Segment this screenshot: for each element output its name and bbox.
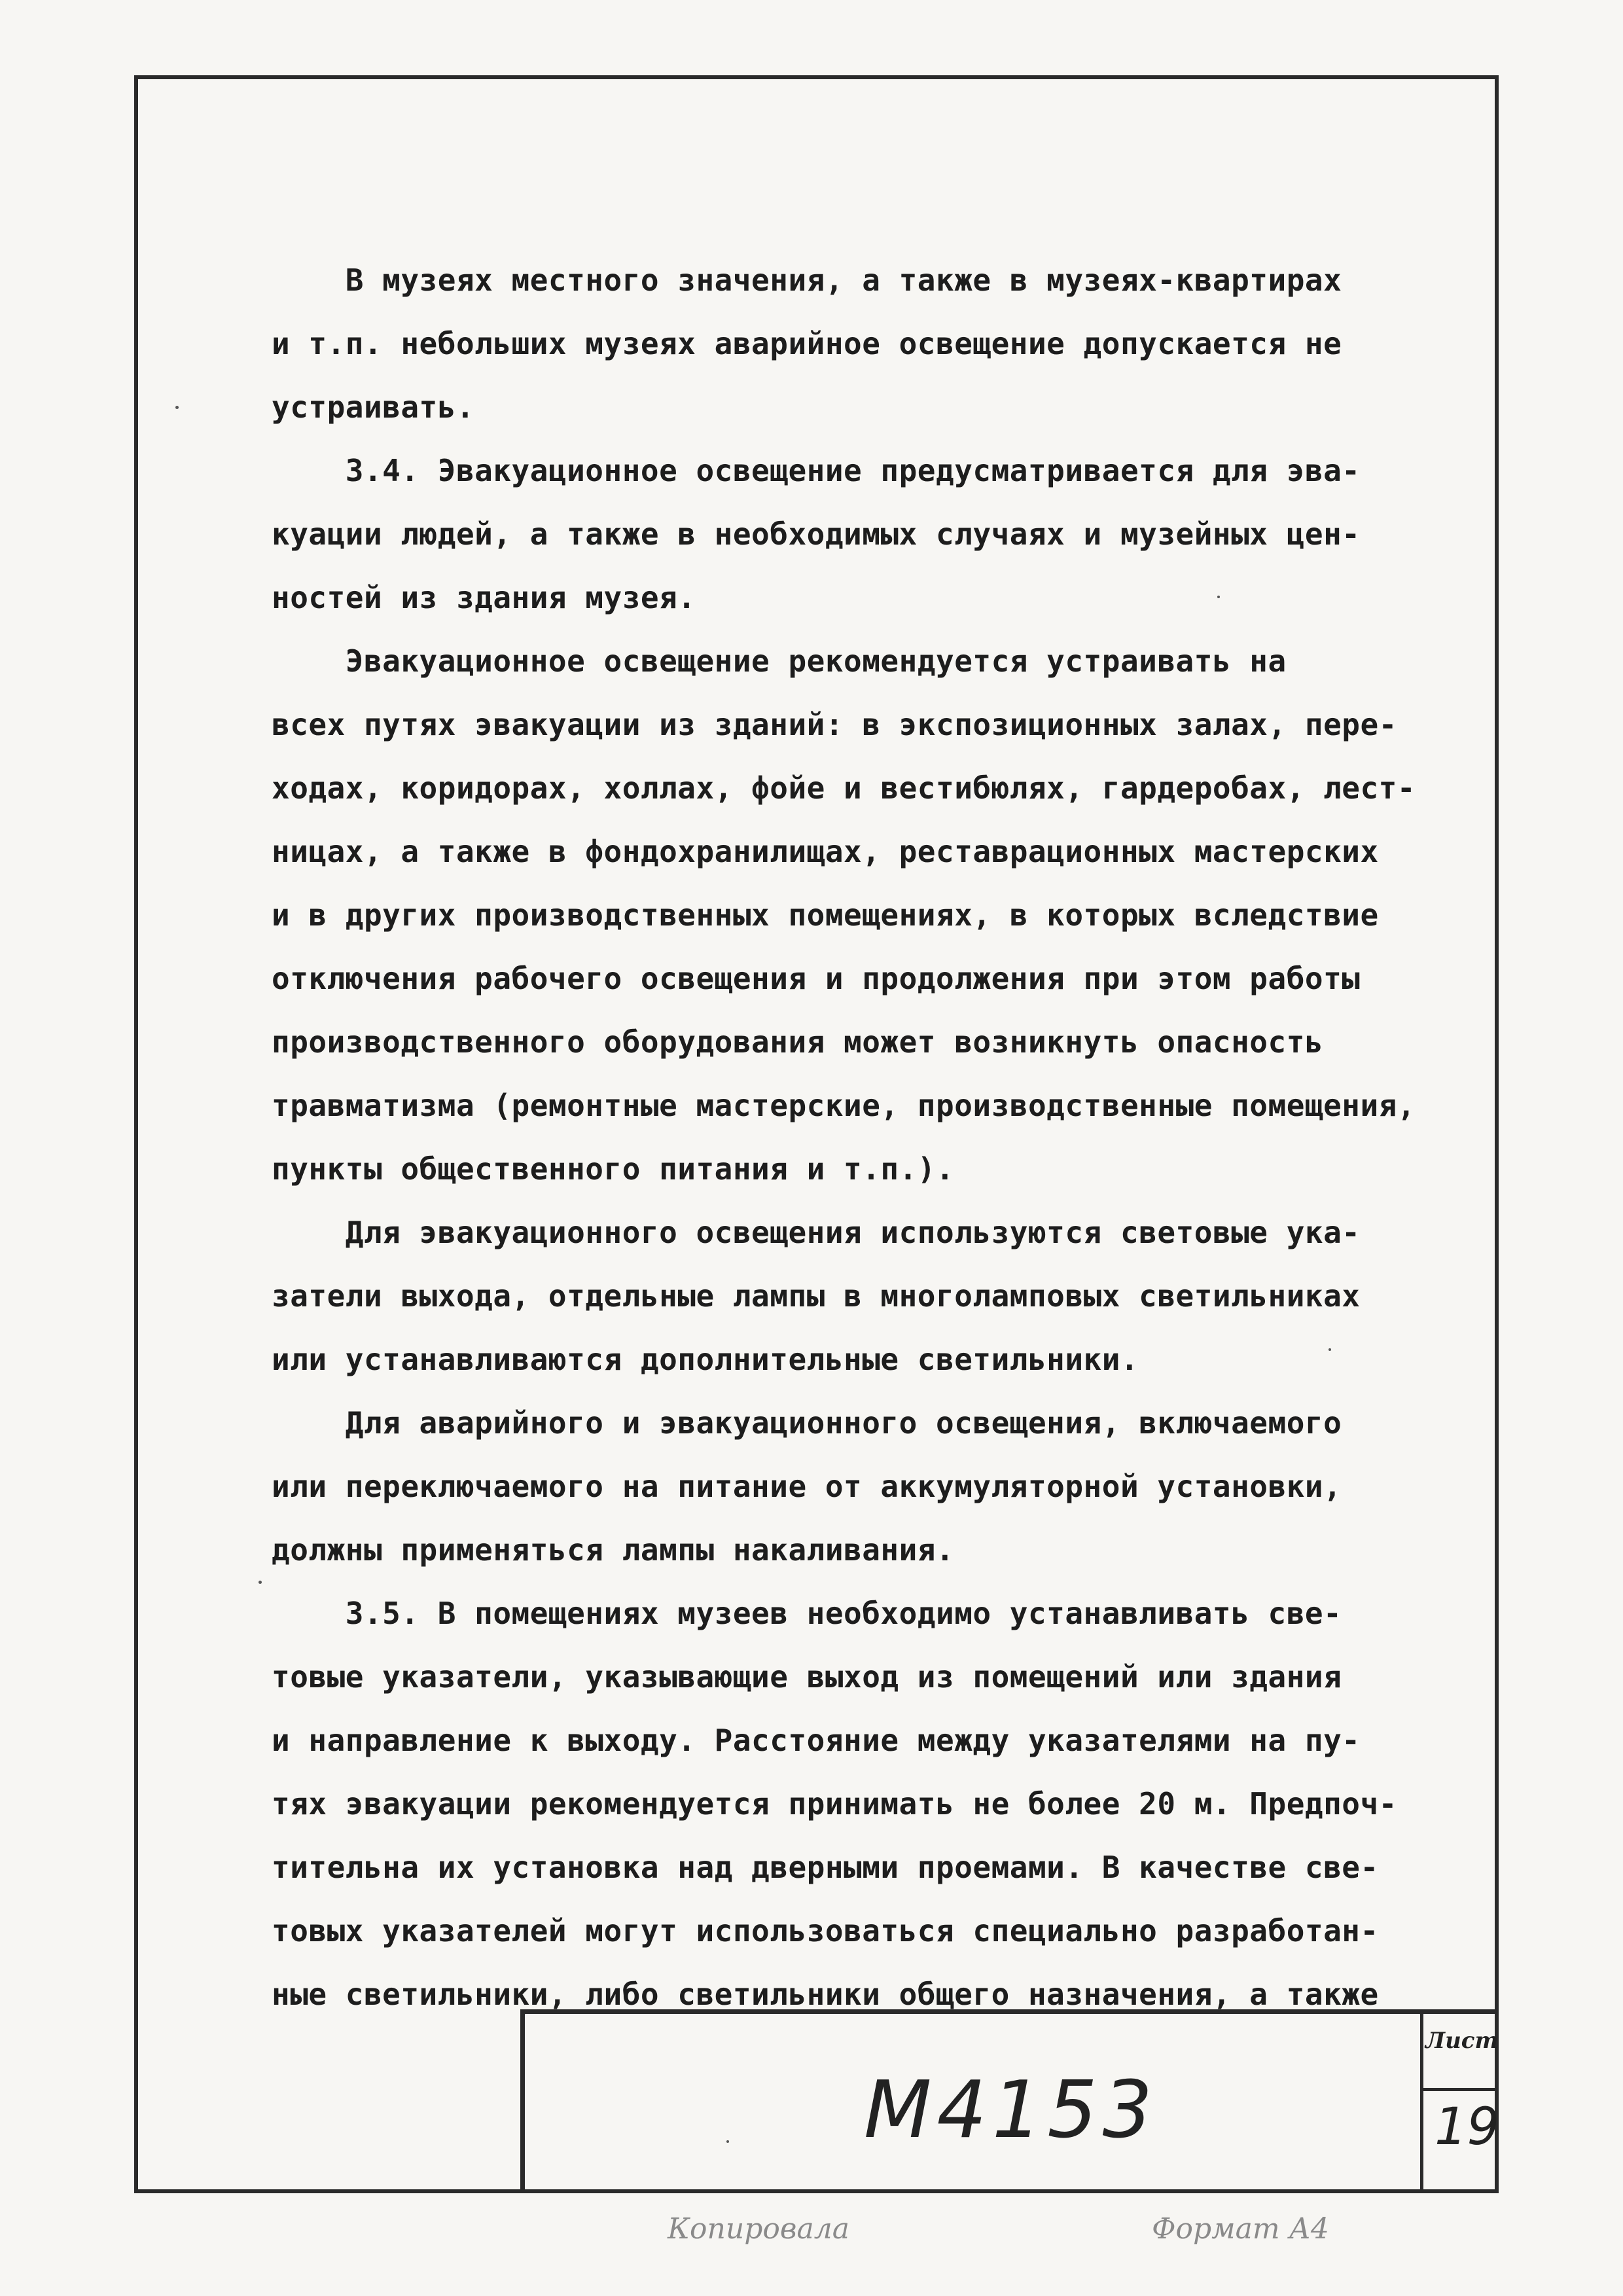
text-line: Для аварийного и эвакуационного освещения, включаемого (272, 1405, 1342, 1441)
text-line: или переключаемого на питание от аккумуляторной установки, (272, 1469, 1342, 1504)
text-line: затели выхода, отдельные лампы в многоламповых светильниках (272, 1278, 1361, 1314)
text-line: устраивать. (272, 389, 475, 425)
text-line: Для эвакуационного освещения используются световые ука- (272, 1215, 1361, 1250)
text-line: товых указателей могут использоваться специально разработан- (272, 1913, 1379, 1948)
text-line: производственного оборудования может возникнуть опасность (272, 1024, 1324, 1060)
scan-speck (726, 2140, 729, 2143)
text-line: и направление к выходу. Расстояние между указателями на пу- (272, 1723, 1361, 1758)
text-line: тях эвакуации рекомендуется принимать не более 20 м. Предпоч- (272, 1786, 1397, 1821)
text-line: и т.п. небольших музеях аварийное освещение допускается не (272, 326, 1342, 361)
text-line: пункты общественного питания и т.п.). (272, 1151, 955, 1187)
title-block-divider (1420, 2009, 1423, 2193)
text-line: куации людей, а также в необходимых случаях и музейных цен- (272, 516, 1361, 552)
footer-format: Формат А4 (1152, 2212, 1329, 2246)
text-line: всех путях эвакуации из зданий: в экспозиционных залах, пере- (272, 707, 1397, 742)
text-line: В музеях местного значения, а также в музеях-квартирах (272, 262, 1342, 298)
text-line: 3.4. Эвакуационное освещение предусматривается для эва- (272, 453, 1361, 488)
scan-speck (1217, 596, 1220, 598)
text-line: ходах, коридорах, холлах, фойе и вестибюлях, гардеробах, лест- (272, 770, 1416, 806)
scan-speck (1329, 1348, 1331, 1351)
document-number: М4153 (864, 2065, 1158, 2156)
text-line: ницах, а также в фондохранилищах, реставрационных мастерских (272, 834, 1379, 869)
sheet-label: Лист (1425, 2028, 1499, 2054)
scan-speck (259, 1581, 262, 1584)
text-line: должны применяться лампы накаливания. (272, 1532, 955, 1568)
text-line: товые указатели, указывающие выход из помещений или здания (272, 1659, 1342, 1695)
text-line: тительна их установка над дверными проемами. В качестве све- (272, 1850, 1379, 1885)
title-block-sheet-separator (1420, 2088, 1499, 2091)
text-line: травматизма (ремонтные мастерские, производственные помещения, (272, 1088, 1416, 1123)
text-line: ные светильники, либо светильники общего назначения, а также (272, 1977, 1379, 2012)
footer-copied-by: Копировала (668, 2212, 849, 2246)
text-line: отключения рабочего освещения и продолжения при этом работы (272, 961, 1361, 996)
text-line: и в других производственных помещениях, в которых вследствие (272, 897, 1379, 933)
sheet-number: 19 (1435, 2098, 1500, 2157)
text-line: ностей из здания музея. (272, 580, 696, 615)
text-line: 3.5. В помещениях музеев необходимо устанавливать све- (272, 1596, 1342, 1631)
text-line: или устанавливаются дополнительные светильники. (272, 1342, 1139, 1377)
text-line: Эвакуационное освещение рекомендуется устраивать на (272, 643, 1287, 679)
scan-speck (175, 406, 179, 409)
body-text (272, 249, 1476, 2026)
